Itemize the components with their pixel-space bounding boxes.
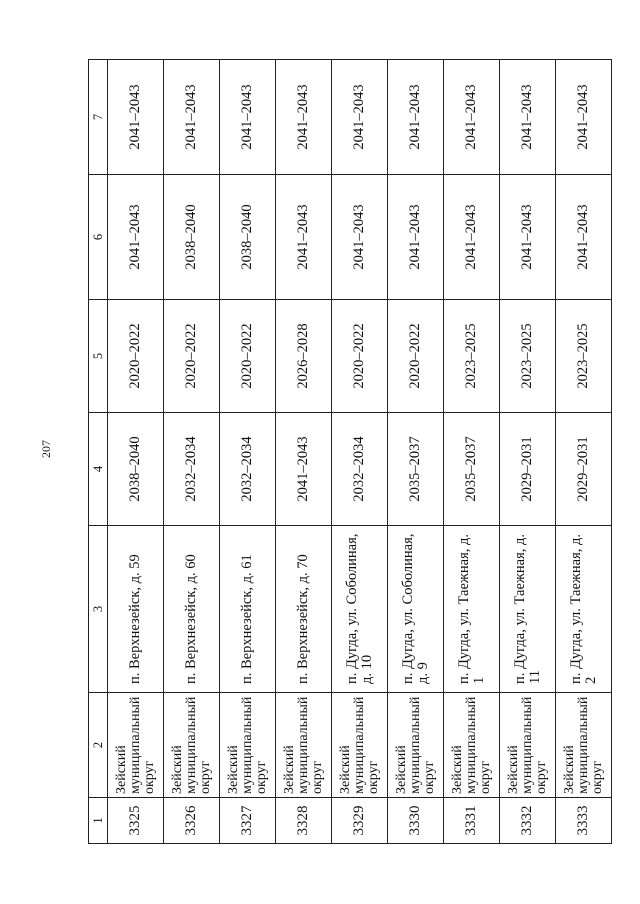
municipality-cell: Зейский муниципальный округ: [500, 693, 556, 798]
period-cell-4: 2032–2034: [332, 413, 388, 526]
address-cell: п. Дугда, ул. Таежная, д. 1: [444, 526, 500, 693]
row-number: 3333: [556, 798, 612, 844]
table-row: [332, 60, 388, 844]
period-cell-4: 2029–2031: [500, 413, 556, 526]
municipality-cell: Зейский муниципальный округ: [164, 693, 220, 798]
column-header-1: 1: [89, 798, 108, 844]
period-cell-5: 2026–2028: [276, 300, 332, 413]
period-cell-7: 2041–2043: [500, 60, 556, 175]
municipality-cell: Зейский муниципальный округ: [332, 693, 388, 798]
period-cell-7: 2041–2043: [108, 60, 164, 175]
period-cell-6: 2038–2040: [220, 175, 276, 300]
period-cell-5: 2020–2022: [388, 300, 444, 413]
municipality-cell: Зейский муниципальный округ: [444, 693, 500, 798]
period-cell-7: 2041–2043: [332, 60, 388, 175]
period-cell-5: 2023–2025: [500, 300, 556, 413]
address-cell: п. Верхнезейск, д. 61: [220, 526, 276, 693]
row-number: 3332: [500, 798, 556, 844]
column-header-2: 2: [89, 693, 108, 798]
address-cell: п. Дугда, ул. Таежная, д. 2: [556, 526, 612, 693]
column-header-5: 5: [89, 300, 108, 413]
data-table: [88, 59, 612, 844]
period-cell-5: 2023–2025: [444, 300, 500, 413]
period-cell-7: 2041–2043: [220, 60, 276, 175]
period-cell-5: 2020–2022: [108, 300, 164, 413]
period-cell-6: 2041–2043: [556, 175, 612, 300]
period-cell-7: 2041–2043: [444, 60, 500, 175]
period-cell-6: 2041–2043: [388, 175, 444, 300]
table-row: [500, 60, 556, 844]
period-cell-7: 2041–2043: [556, 60, 612, 175]
table-row: [276, 60, 332, 844]
municipality-cell: Зейский муниципальный округ: [276, 693, 332, 798]
period-cell-7: 2041–2043: [164, 60, 220, 175]
period-cell-7: 2041–2043: [388, 60, 444, 175]
period-cell-6: 2041–2043: [444, 175, 500, 300]
municipality-cell: Зейский муниципальный округ: [388, 693, 444, 798]
column-header-6: 6: [89, 175, 108, 300]
period-cell-6: 2038–2040: [164, 175, 220, 300]
header-row: [89, 60, 108, 844]
row-number: 3327: [220, 798, 276, 844]
table-row: [444, 60, 500, 844]
period-cell-4: 2035–2037: [388, 413, 444, 526]
row-number: 3326: [164, 798, 220, 844]
address-cell: п. Верхнезейск, д. 70: [276, 526, 332, 693]
row-number: 3330: [388, 798, 444, 844]
table-row: [388, 60, 444, 844]
period-cell-6: 2041–2043: [500, 175, 556, 300]
period-cell-7: 2041–2043: [276, 60, 332, 175]
period-cell-5: 2020–2022: [220, 300, 276, 413]
municipality-cell: Зейский муниципальный округ: [556, 693, 612, 798]
municipality-cell: Зейский муниципальный округ: [220, 693, 276, 798]
row-number: 3328: [276, 798, 332, 844]
municipality-cell: Зейский муниципальный округ: [108, 693, 164, 798]
row-number: 3329: [332, 798, 388, 844]
column-header-4: 4: [89, 413, 108, 526]
row-number: 3331: [444, 798, 500, 844]
address-cell: п. Верхнезейск, д. 59: [108, 526, 164, 693]
period-cell-6: 2041–2043: [276, 175, 332, 300]
period-cell-4: 2038–2040: [108, 413, 164, 526]
period-cell-5: 2020–2022: [164, 300, 220, 413]
period-cell-4: 2032–2034: [164, 413, 220, 526]
period-cell-6: 2041–2043: [108, 175, 164, 300]
period-cell-6: 2041–2043: [332, 175, 388, 300]
address-cell: п. Верхнезейск, д. 60: [164, 526, 220, 693]
column-header-7: 7: [89, 60, 108, 175]
period-cell-4: 2035–2037: [444, 413, 500, 526]
period-cell-5: 2020–2022: [332, 300, 388, 413]
row-number: 3325: [108, 798, 164, 844]
address-cell: п. Дугда, ул. Соболиная, д. 9: [388, 526, 444, 693]
table-row: [108, 60, 164, 844]
rotated-table-container: [88, 84, 640, 844]
address-cell: п. Дугда, ул. Таежная, д. 11: [500, 526, 556, 693]
address-cell: п. Дугда, ул. Соболиная, д. 10: [332, 526, 388, 693]
table-row: [556, 60, 612, 844]
table-row: [164, 60, 220, 844]
period-cell-5: 2023–2025: [556, 300, 612, 413]
period-cell-4: 2041–2043: [276, 413, 332, 526]
page-number: 207: [39, 440, 53, 458]
table-row: [220, 60, 276, 844]
column-header-3: 3: [89, 526, 108, 693]
period-cell-4: 2032–2034: [220, 413, 276, 526]
period-cell-4: 2029–2031: [556, 413, 612, 526]
